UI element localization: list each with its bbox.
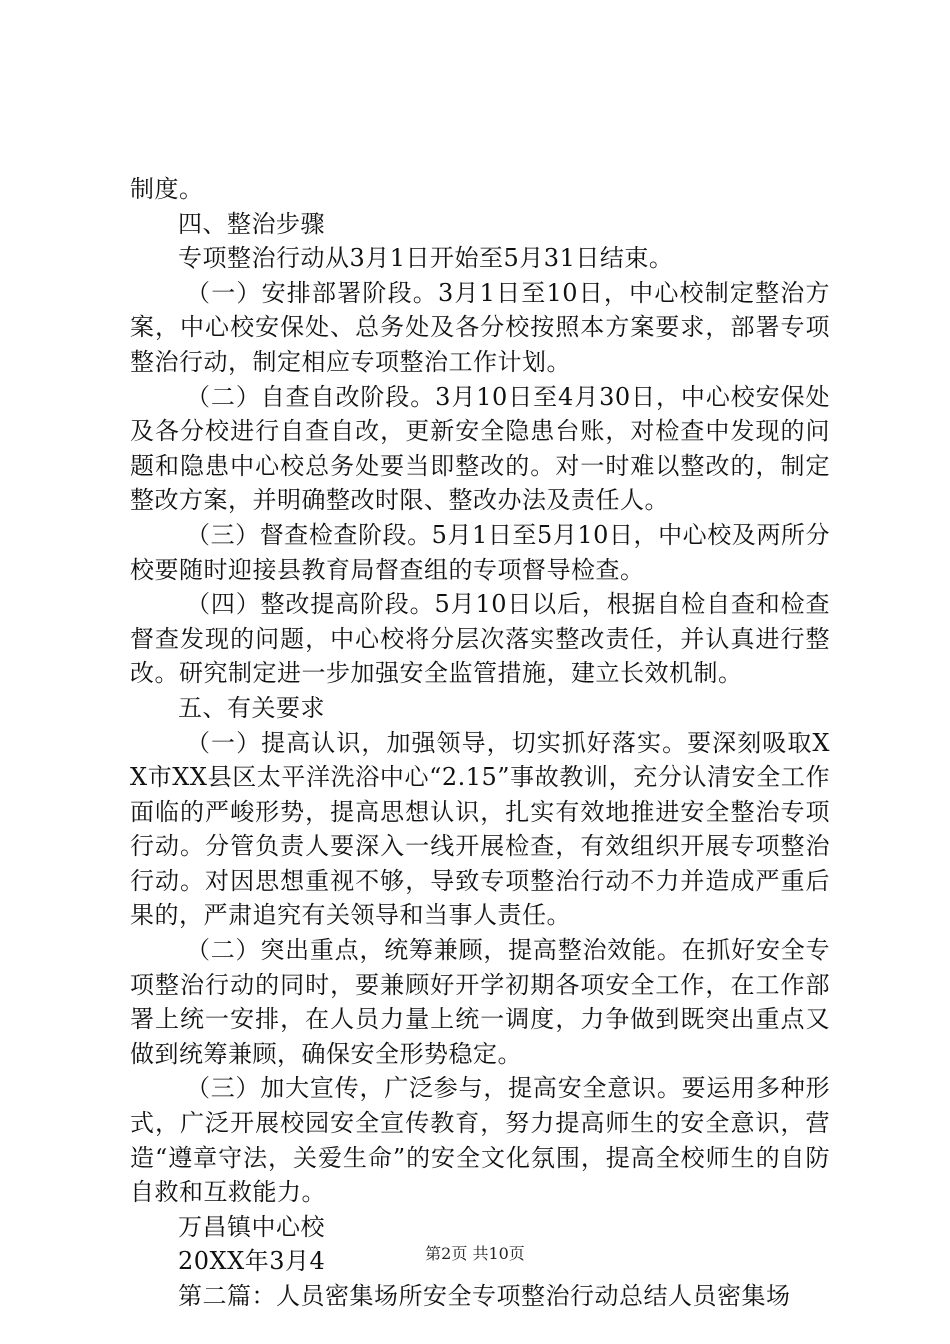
page-number-label: 第2页 共10页	[425, 1244, 525, 1263]
next-article-title: 第二篇：人员密集场所安全专项整治行动总结人员密集场	[178, 1282, 791, 1310]
signature-date: 20XX年3月4	[178, 1247, 326, 1276]
paragraph-stage-2: （二）自查自改阶段。3月10日至4月30日，中心校安保处及各分校进行自查自改，更新安全隐患台账，对检查中发现的问题和隐患中心校总务处要当即整改的。对一时难以整改的，制定整改方案，并明确整改时限、整改办法及责任人。	[130, 382, 830, 515]
paragraph-closing-fragment: 制度。	[130, 175, 204, 203]
paragraph-stage-1: （一）安排部署阶段。3月1日至10日，中心校制定整治方案，中心校安保处、总务处及各分校按照本方案要求，部署专项整治行动，制定相应专项整治工作计划。	[130, 278, 830, 376]
paragraph-stage-4: （四）整改提高阶段。5月10日以后，根据自检自查和检查督查发现的问题，中心校将分层次落实整改责任，并认真进行整改。研究制定进一步加强安全监管措施，建立长效机制。	[130, 590, 830, 688]
document-body	[130, 172, 830, 1314]
paragraph-stage-3: （三）督查检查阶段。5月1日至5月10日，中心校及两所分校要随时迎接县教育局督查组的专项督导检查。	[130, 520, 830, 584]
page-footer	[0, 1244, 950, 1264]
signature-organization: 万昌镇中心校	[178, 1212, 325, 1241]
heading-section-4: 四、整治步骤	[178, 209, 325, 238]
paragraph-requirement-1: （一）提高认识，加强领导，切实抓好落实。要深刻吸取XX市XX县区太平洋洗浴中心“2.15”事故教训，充分认清安全工作面临的严峻形势，提高思想认识，扎实有效地推进安全整治专项行动。分管负责人要深入一线开展检查，有效组织开展专项整治行动。对因思想重视不够，导致专项整治行动不力并造成严重后果的，严肃追究有关领导和当事人责任。	[130, 728, 830, 930]
paragraph-requirement-3: （三）加大宣传，广泛参与，提高安全意识。要运用多种形式，广泛开展校园安全宣传教育，努力提高师生的安全意识，营造“遵章守法，关爱生命”的安全文化氛围，提高全校师生的自防自救和互救能力。	[130, 1074, 830, 1207]
paragraph-requirement-2: （二）突出重点，统筹兼顾，提高整治效能。在抓好安全专项整治行动的同时，要兼顾好开学初期各项安全工作，在工作部署上统一安排，在人员力量上统一调度，力争做到既突出重点又做到统筹兼顾，确保安全形势稳定。	[130, 936, 830, 1068]
heading-section-5: 五、有关要求	[178, 693, 325, 722]
paragraph-timeline: 专项整治行动从3月1日开始至5月31日结束。	[178, 244, 674, 273]
